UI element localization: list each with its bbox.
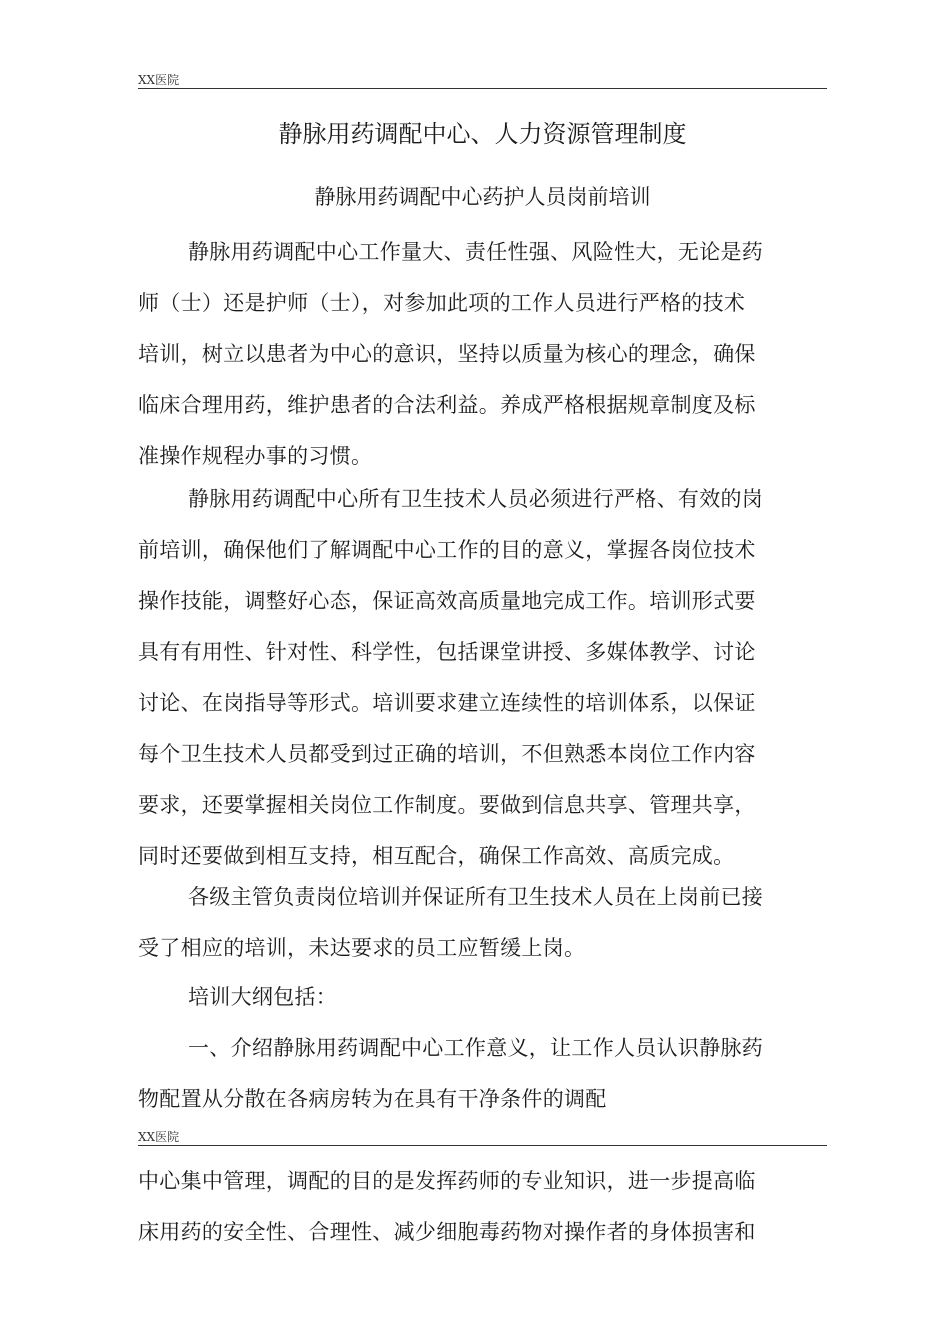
paragraph-line: 师（士）还是护师（士），对参加此项的工作人员进行严格的技术	[138, 291, 746, 315]
paragraph-line: 讨论、在岗指导等形式。培训要求建立连续性的培训体系，以保证	[138, 691, 756, 715]
page-header	[138, 70, 827, 89]
paragraph	[138, 872, 827, 974]
paragraph-line: 临床合理用药，维护患者的合法利益。养成严格根据规章制度及标	[138, 393, 756, 417]
header-hospital-name: XX医院	[138, 1130, 180, 1144]
paragraph-line: 培训，树立以患者为中心的意识，坚持以质量为核心的理念，确保	[138, 342, 756, 366]
paragraph-line: 培训大纲包括：	[188, 985, 338, 1009]
paragraph	[138, 1156, 827, 1258]
paragraph-line: 要求，还要掌握相关岗位工作制度。要做到信息共享、管理共享，	[138, 793, 756, 817]
paragraph-line: 中心集中管理，调配的目的是发挥药师的专业知识，进一步提高临	[138, 1169, 756, 1193]
paragraph-line: 各级主管负责岗位培训并保证所有卫生技术人员在上岗前已接	[188, 885, 764, 909]
paragraph-line: 具有有用性、针对性、科学性，包括课堂讲授、多媒体教学、讨论	[138, 640, 756, 664]
paragraph-line: 同时还要做到相互支持，相互配合，确保工作高效、高质完成。	[138, 844, 735, 868]
paragraph-line: 前培训，确保他们了解调配中心工作的目的意义，掌握各岗位技术	[138, 538, 756, 562]
paragraph-line: 物配置从分散在各病房转为在具有干净条件的调配	[138, 1087, 607, 1111]
paragraph-line: 静脉用药调配中心工作量大、责任性强、风险性大，无论是药	[188, 240, 764, 264]
document-title: 静脉用药调配中心、人力资源管理制度	[278, 120, 687, 148]
page-header	[138, 1127, 827, 1146]
paragraph	[138, 474, 827, 882]
document-subtitle: 静脉用药调配中心药护人员岗前培训	[314, 185, 651, 209]
header-hospital-name: XX医院	[138, 73, 180, 87]
paragraph-line: 床用药的安全性、合理性、减少细胞毒药物对操作者的身体损害和	[138, 1220, 756, 1244]
paragraph	[138, 1023, 827, 1125]
paragraph-line: 每个卫生技术人员都受到过正确的培训，不但熟悉本岗位工作内容	[138, 742, 756, 766]
paragraph-line: 准操作规程办事的习惯。	[138, 444, 373, 468]
paragraph-line: 一、介绍静脉用药调配中心工作意义，让工作人员认识静脉药	[188, 1036, 764, 1060]
paragraph-line: 操作技能，调整好心态，保证高效高质量地完成工作。培训形式要	[138, 589, 756, 613]
paragraph	[138, 227, 827, 482]
paragraph	[138, 972, 827, 1023]
paragraph-line: 受了相应的培训，未达要求的员工应暂缓上岗。	[138, 936, 586, 960]
paragraph-line: 静脉用药调配中心所有卫生技术人员必须进行严格、有效的岗	[188, 487, 764, 511]
